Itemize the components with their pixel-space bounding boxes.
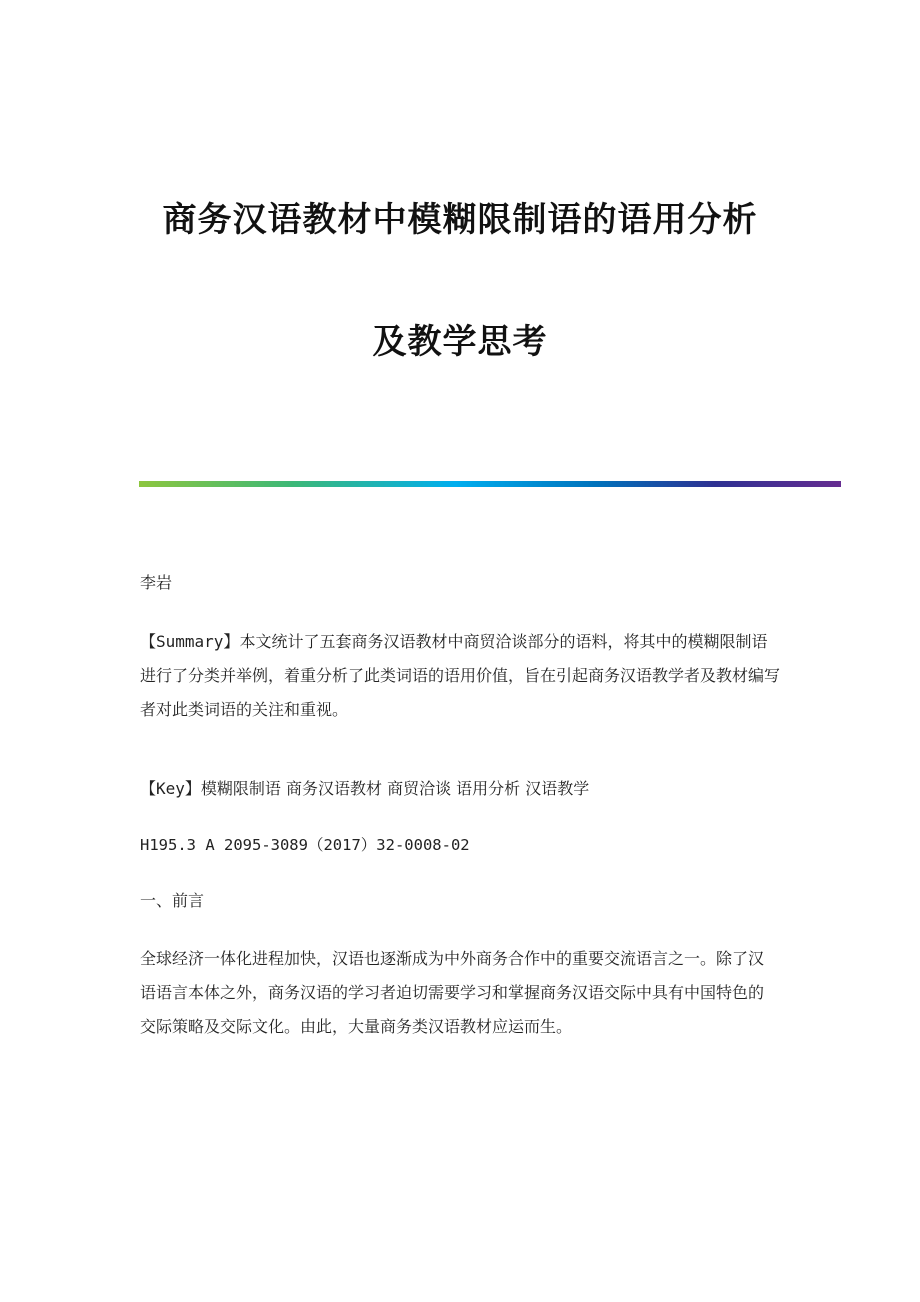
author-name: 李岩 (140, 573, 173, 592)
gradient-divider (139, 481, 841, 487)
summary-text: 本文统计了五套商务汉语教材中商贸洽谈部分的语料，将其中的模糊限制语进行了分类并举例，着重分析了此类词语的语用价值，旨在引起商务汉语教学者及教材编写者对此类词语的关注和重视。 (140, 632, 781, 719)
summary-block (140, 625, 782, 727)
summary-label: 【Summary】 (140, 632, 240, 651)
document-title-line-1: 商务汉语教材中模糊限制语的语用分析 (162, 200, 758, 240)
classification-number: H195.3 A 2095-3089（2017）32-0008-02 (140, 836, 470, 854)
section-heading: 一、前言 (140, 891, 205, 910)
document-title-line-2: 及教学思考 (372, 322, 548, 362)
keywords-label: 【Key】 (140, 779, 201, 798)
keywords-block (140, 776, 780, 799)
keywords-text: 模糊限制语 商务汉语教材 商贸洽谈 语用分析 汉语教学 (200, 779, 590, 798)
body-paragraph: 全球经济一体化进程加快，汉语也逐渐成为中外商务合作中的重要交流语言之一。除了汉语语言本体之外，商务汉语的学习者迫切需要学习和掌握商务汉语交际中具有中国特色的交际策略及交际文化。由此，大量商务类汉语教材应运而生。 (140, 949, 765, 1036)
